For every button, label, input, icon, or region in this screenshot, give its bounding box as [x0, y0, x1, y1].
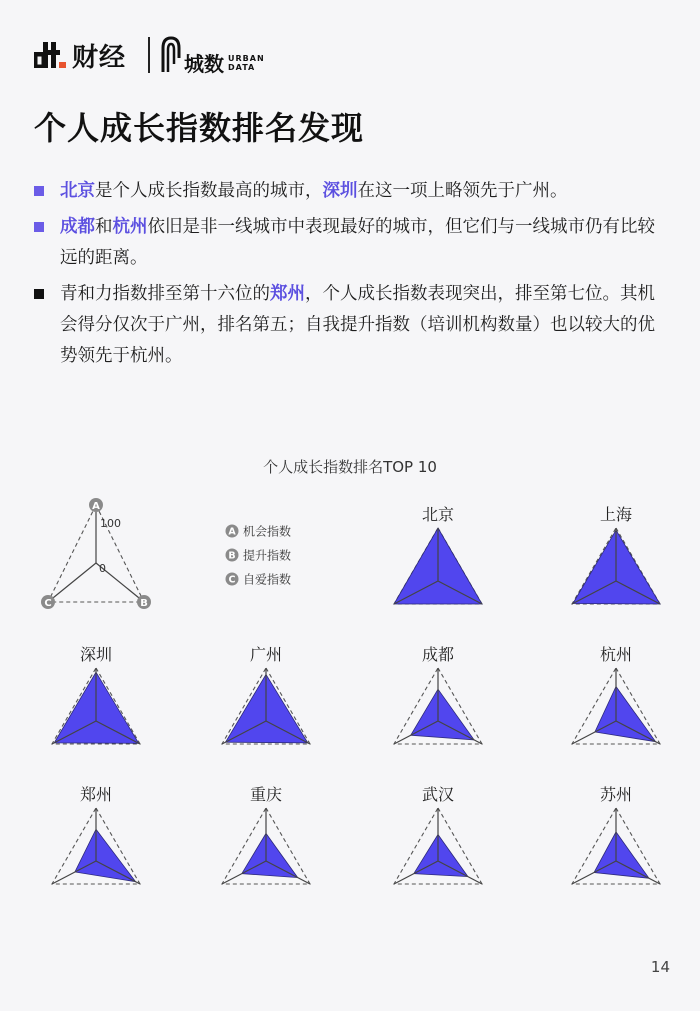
radar-area [242, 833, 298, 877]
city-label: 郑州 [79, 785, 113, 804]
finding-text: ，个人成长指数表现突出，排至第七位。其机会得分仅次于广州，排名第五；自我提升指数（培训机构数量）也以较大的优势领先于杭州。 [60, 284, 655, 366]
key-max-label: 100 [100, 517, 121, 530]
logo-en-line2: DATA [228, 63, 256, 72]
radar-area [411, 689, 474, 740]
finding-text: 是个人成长指数最高的城市， [95, 181, 323, 201]
logo-right-text: 城数 [184, 52, 224, 76]
axis-badge-label: B [140, 598, 148, 609]
key-min-label: 0 [99, 562, 106, 575]
city-label: 成都 [421, 645, 455, 664]
axis-badge-label: A [92, 501, 100, 512]
legend-label: 提升指数 [243, 548, 292, 563]
radar-area [595, 687, 656, 742]
logo-left-text: 财经 [72, 42, 127, 73]
city-label: 重庆 [249, 785, 283, 804]
finding-text: 青和力指数排至第十六位的 [60, 284, 270, 304]
legend-label: 自爱指数 [243, 572, 292, 587]
city-label: 上海 [599, 505, 633, 524]
page-title: 个人成长指数排名发现 [34, 109, 365, 147]
legend-badge-label: B [228, 550, 236, 562]
city-label: 广州 [249, 645, 283, 664]
city-label: 深圳 [79, 645, 113, 664]
finding-text: 在这一项上略领先于广州。 [357, 181, 568, 201]
finding-text: 和 [95, 217, 113, 237]
highlight-city: 郑州 [270, 284, 305, 304]
city-label: 武汉 [421, 785, 455, 804]
city-label: 杭州 [599, 645, 633, 664]
highlight-city: 深圳 [322, 181, 358, 201]
legend-badge-label: C [228, 574, 236, 586]
radar-area [414, 835, 468, 877]
city-label: 苏州 [599, 785, 633, 804]
highlight-city: 杭州 [112, 217, 148, 237]
highlight-city: 北京 [60, 181, 95, 201]
city-label: 北京 [421, 505, 455, 524]
chart-title: 个人成长指数排名TOP 10 [263, 458, 437, 476]
highlight-city: 成都 [60, 217, 95, 237]
radar-area [594, 832, 649, 878]
finding-text: 依旧是非一线城市中表现最好的城市，但它们与一线城市仍有比较远的距离。 [60, 217, 655, 268]
radar-area [226, 674, 308, 743]
page-number: 14 [650, 958, 670, 976]
legend-badge-label: A [228, 526, 236, 538]
radar-area [75, 829, 136, 882]
logo-en-line1: URBAN [228, 54, 265, 63]
axis-badge-label: C [44, 598, 52, 609]
key-axis [48, 563, 96, 602]
legend-label: 机会指数 [243, 524, 292, 539]
